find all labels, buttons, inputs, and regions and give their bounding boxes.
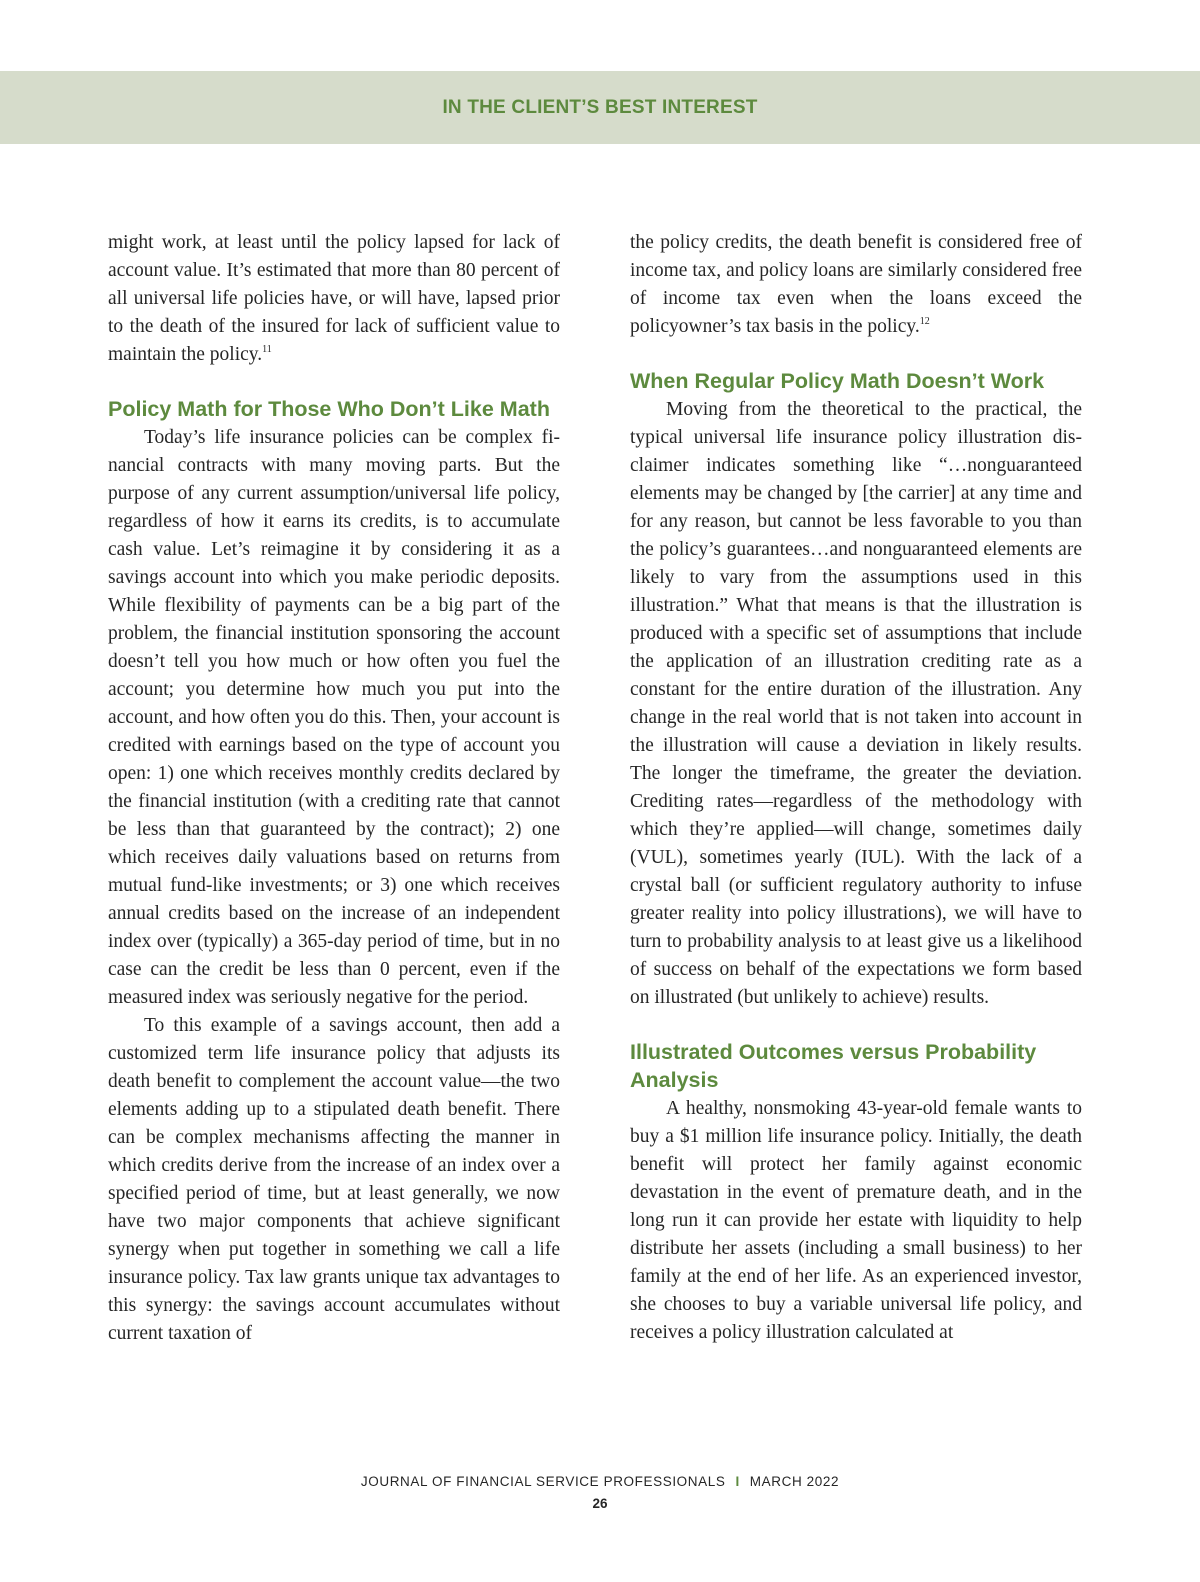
paragraph: To this example of a savings account, then add a customized term life insurance policy that adjusts its death benefit to complement the account value—the two elements adding up to a stipulated death benefit. There can be complex mechanisms affecting the manner in which credits derive from the increase of an index over a specified period of time, but at least generally, we now have two major components that achieve significant synergy when put together in something we call a life insurance policy. Tax law grants unique tax advantages to this synergy: the savings account accumulates without current taxation of	[108, 1015, 560, 1344]
page-footer	[0, 1474, 1200, 1511]
paragraph-text: might work, at least until the policy lapsed for lack of account value. It’s estimated that more than 80 percent of all universal life policies have, or will have, lapsed prior to the death of the insured for lack of sufficient value to maintain the policy.	[108, 232, 560, 365]
paragraph: Moving from the theoretical to the practical, the typical universal life insurance policy illustration disclaimer indicates something like “…nonguaranteed elements may be changed by [the carrier] at any time and for any reason, but cannot be less favorable to you than the policy’s guarantees…and nonguaranteed elements are likely to vary from the assumptions used in this illustration.” What that means is that the illustration is produced with a specific set of assumptions that include the application of an illustration crediting rate as a constant for the entire duration of the illustration. Any change in the real world that is not taken into account in the illustration will cause a deviation in likely results. The longer the timeframe, the greater the deviation. Crediting rates—regardless of the methodology with which they’re applied—will change, sometimes daily (VUL), sometimes yearly (IUL). With the lack of a crystal ball (or sufficient regulatory authority to infuse greater reality into policy illustrations), we will have to turn to probability analysis to at least give us a likelihood of success on behalf of the expectations we form based on illustrated (but unlikely to achieve) results.	[630, 399, 1082, 1008]
paragraph: Today’s life insurance policies can be complex financial contracts with many moving parts. But the purpose of any current assumption/universal life policy, regardless of how it earns its credits, is to accumulate cash value. Let’s reimagine it by considering it as a savings account into which you make periodic deposits. While flexibility of payments can be a big part of the problem, the financial institution sponsoring the account doesn’t tell you how much or how often you fuel the account; you determine how much you put into the account, and how often you do this. Then, your account is credited with earnings based on the type of account you open: 1) one which receives monthly credits declared by the financial institution (with a crediting rate that cannot be less than that guaranteed by the contract); 2) one which receives daily valuations based on returns from mutual fund-like investments; or 3) one which receives annual credits based on the increase of an independent index over (typically) a 365-day period of time, but in no case can the credit be less than 0 percent, even if the measured index was seriously negative for the period.	[108, 427, 560, 1008]
issue-date: MARCH 2022	[749, 1474, 840, 1489]
left-column	[108, 229, 560, 1348]
paragraph	[630, 229, 1082, 341]
section-title: IN THE CLIENT’S BEST INTEREST	[442, 96, 758, 118]
paragraph-text: the policy credits, the death benefit is considered free of income tax, and policy loans are similarly considered free of income tax even when the loans exceed the policyowner’s tax basis in the policy.	[630, 232, 1082, 337]
section-heading: Illustrated Outcomes versus Probability Analysis	[630, 1040, 1037, 1092]
journal-name: JOURNAL OF FINANCIAL SERVICE PROFESSIONALS	[360, 1474, 726, 1489]
paragraph	[108, 229, 560, 369]
footer-separator: I	[735, 1474, 740, 1489]
page-number: 26	[592, 1496, 608, 1511]
paragraph: A healthy, nonsmoking 43-year-old female wants to buy a $1 million life insurance policy. Initially, the death benefit will protect her family against economic devastation in the event of premature death, and in the long run it can provide her estate with liquidity to help distribute her assets (including a small business) to her family at the end of her life. As an experienced investor, she chooses to buy a variable universal life policy, and receives a policy illustration calculated at	[630, 1098, 1082, 1343]
section-heading: Policy Math for Those Who Don’t Like Math	[108, 397, 550, 421]
footer-journal-line	[0, 1474, 1200, 1489]
footnote-ref[interactable]: 12	[919, 316, 930, 327]
footnote-ref[interactable]: 11	[262, 344, 272, 355]
header-banner	[0, 71, 1200, 144]
section-heading: When Regular Policy Math Doesn’t Work	[630, 369, 1045, 393]
right-column	[630, 229, 1082, 1347]
